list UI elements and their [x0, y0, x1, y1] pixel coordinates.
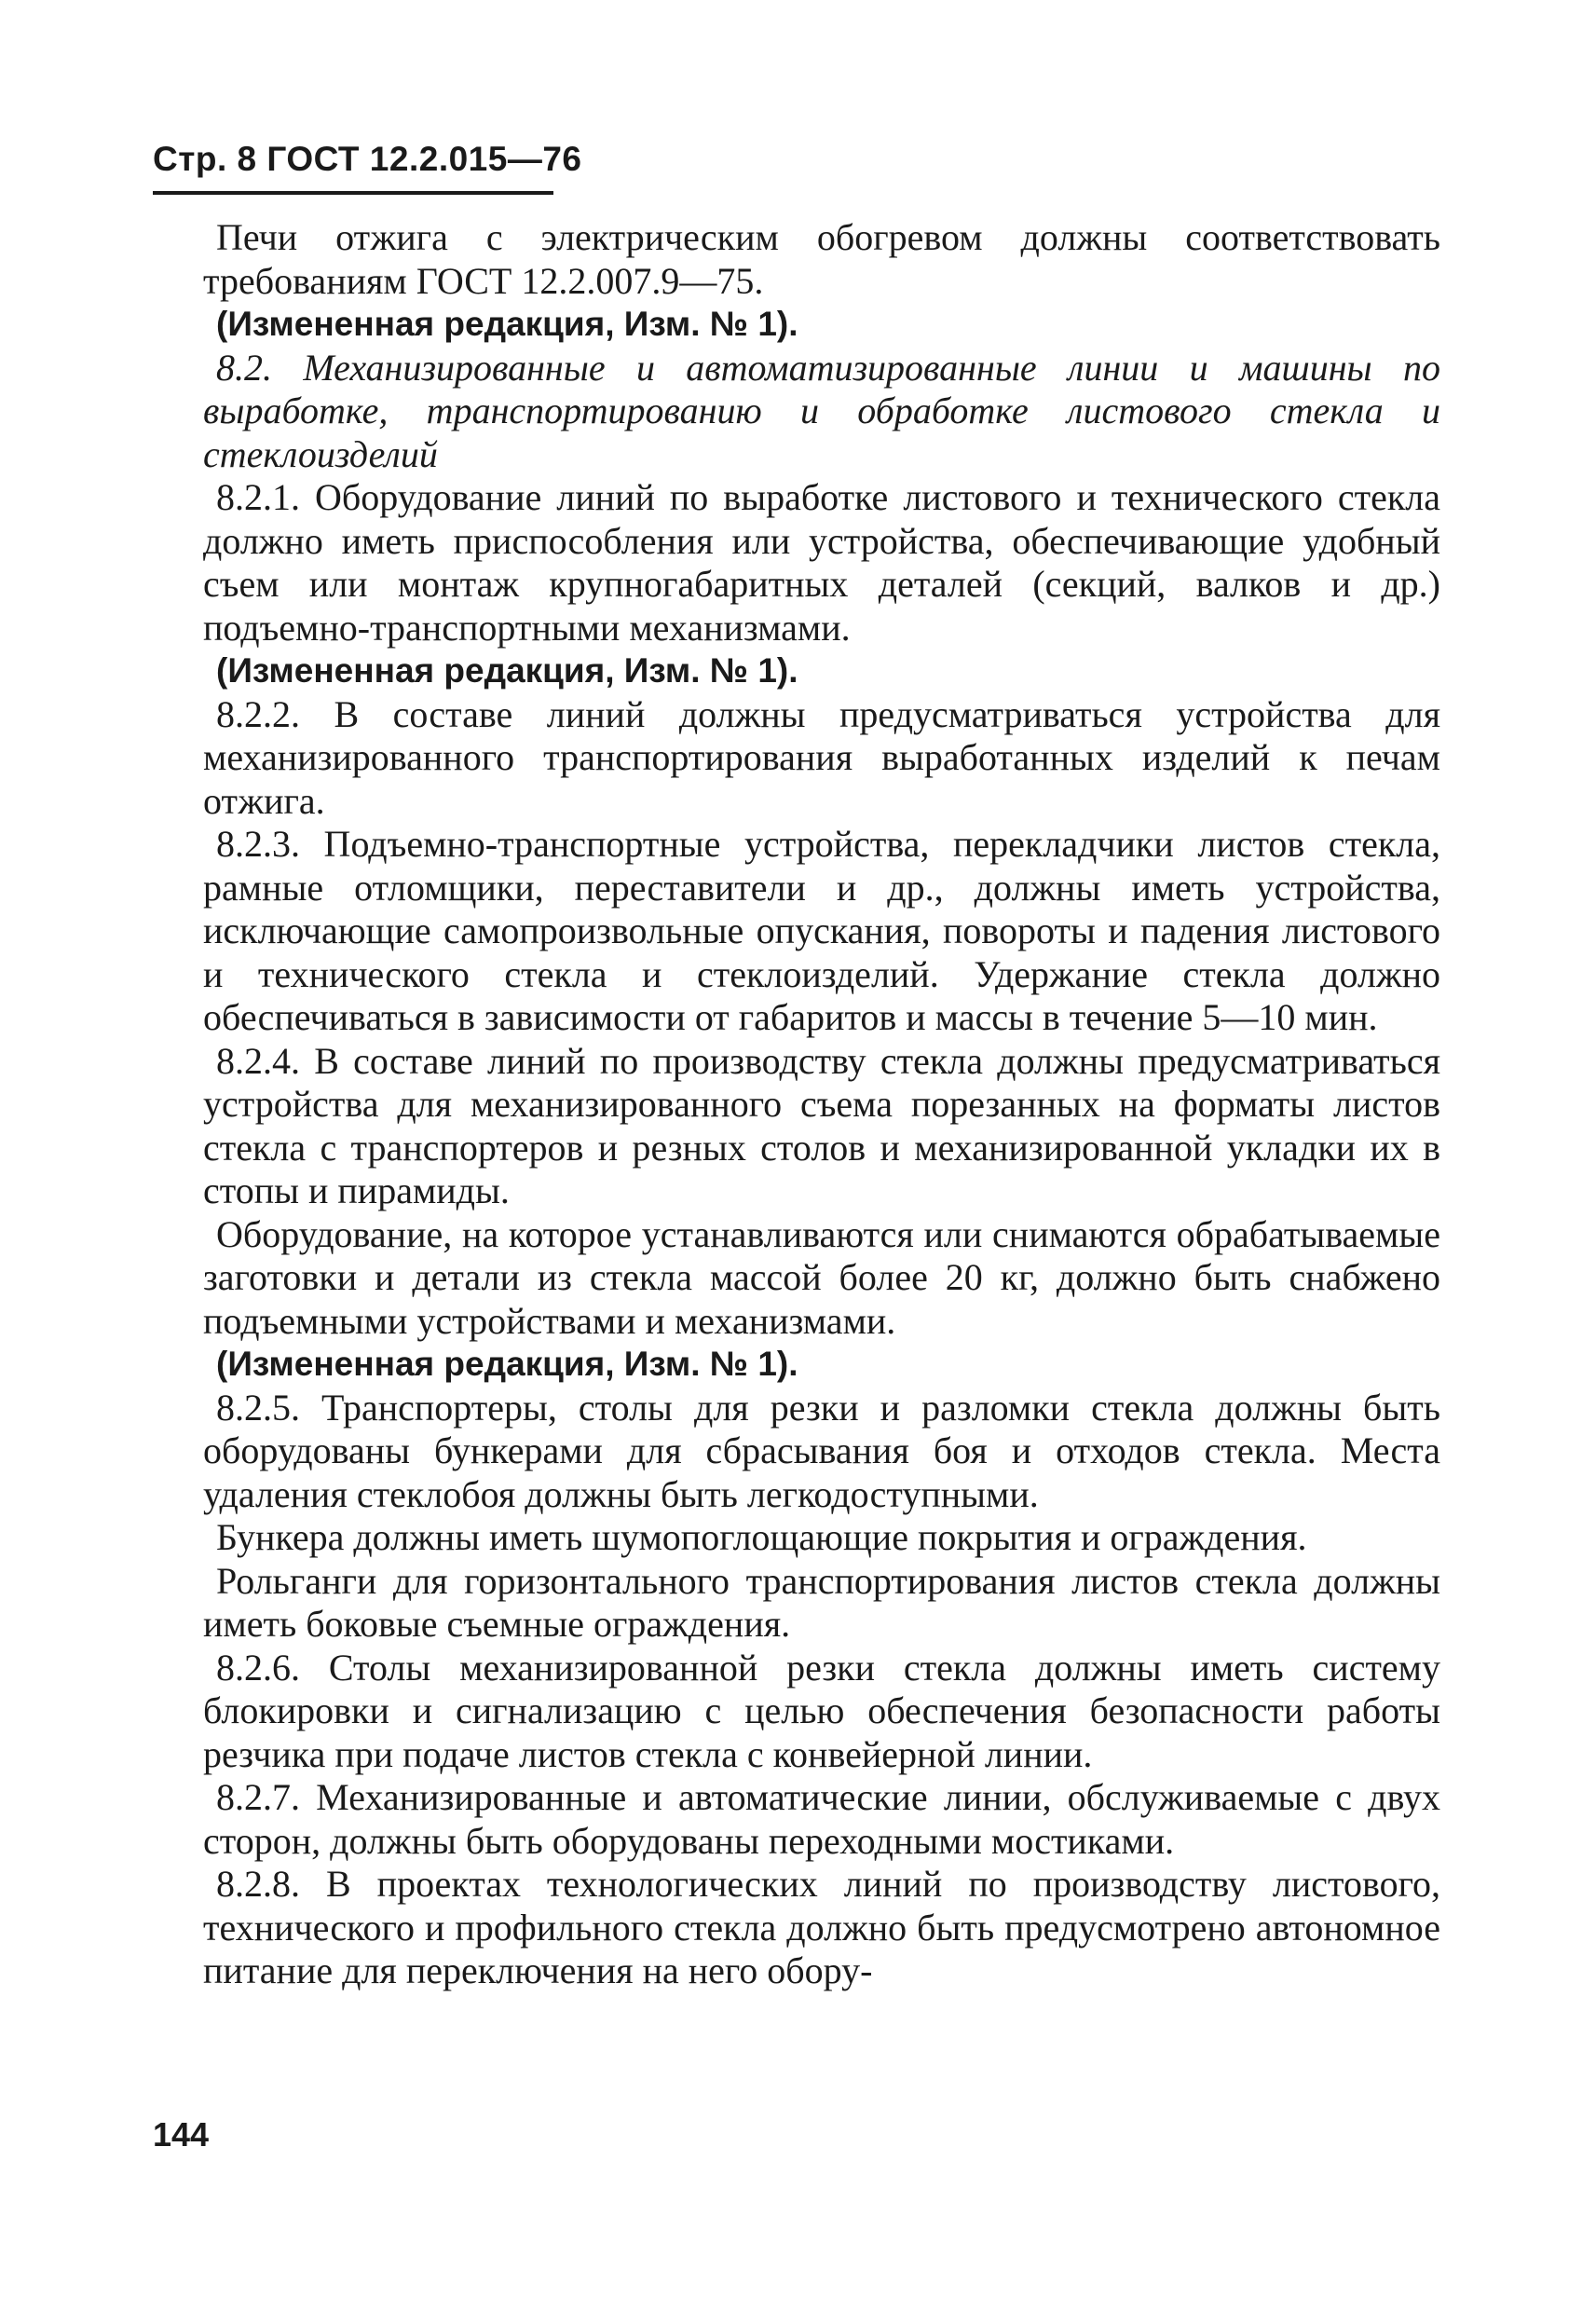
- amendment-note: (Измененная редакция, Изм. № 1).: [216, 305, 798, 343]
- amendment-note: (Измененная редакция, Изм. № 1).: [216, 1345, 798, 1383]
- body-text: [203, 216, 1440, 1993]
- clause-8-2-5-bunkers: Бункера должны иметь шумопоглощающие покрытия и ограждения.: [216, 1516, 1307, 1558]
- clause-8-2-4-equipment: Оборудование, на которое устанавливаются или снимаются обрабатываемые заготовки и детали из стекла массой более 20 кг, должно быть снабжено подъемными устройствами и механизмами.: [203, 1212, 1440, 1342]
- clause-8-2-5-roller-tables: Рольганги для горизонтального транспортирования листов стекла должны иметь боковые съемные ограждения.: [203, 1559, 1440, 1645]
- clause-8-2-6: 8.2.6. Столы механизированной резки стекла должны иметь систему блокировки и сигнализацию с целью обеспечения безопасности работы резчика при подаче листов стекла с конвейерной линии.: [203, 1646, 1440, 1775]
- clause-8-2-1: 8.2.1. Оборудование линий по выработке листового и технического стекла должно иметь приспособления или устройства, обеспечивающие удобный съем или монтаж крупногабаритных деталей (секций, валков и др.) подъемно-транспортными механизмами.: [203, 476, 1440, 649]
- amendment-note: (Измененная редакция, Изм. № 1).: [216, 651, 798, 690]
- clause-8-2-7: 8.2.7. Механизированные и автоматические линии, обслуживаемые с двух сторон, должны быть оборудованы переходными мостиками.: [203, 1776, 1440, 1862]
- page-header: Стр. 8 ГОСТ 12.2.015—76: [153, 140, 582, 178]
- clause-8-2-4: 8.2.4. В составе линий по производству стекла должны предусматриваться устройства для механизированного съема порезанных на форматы листов стекла с транспортеров и резных столов и механизированной укладки их в стопы и пирамиды.: [203, 1039, 1440, 1211]
- clause-8-2-2: 8.2.2. В составе линий должны предусматриваться устройства для механизированного транспортирования выработанных изделий к печам отжига.: [203, 692, 1440, 822]
- header-rule: [153, 191, 553, 195]
- clause-8-2-5: 8.2.5. Транспортеры, столы для резки и разломки стекла должны быть оборудованы бункерами для сбрасывания боя и отходов стекла. Места удаления стеклобоя должны быть легкодоступными.: [203, 1386, 1440, 1515]
- clause-8-2-3: 8.2.3. Подъемно-транспортные устройства, перекладчики листов стекла, рамные отломщики, переставители и др., должны иметь устройства, исключающие самопроизвольные опускания, повороты и падения листового и технического стекла и стеклоизделий. Удержание стекла должно обеспечиваться в зависимости от габаритов и массы в течение 5—10 мин.: [203, 823, 1440, 1038]
- page-number: 144: [153, 2115, 210, 2154]
- section-heading-8-2: 8.2. Механизированные и автоматизированные линии и машины по выработке, транспортированию и обработке листового стекла и стеклоизделий: [203, 346, 1440, 475]
- paragraph-intro: Печи отжига с электрическим обогревом должны соответствовать требованиям ГОСТ 12.2.007.9—75.: [203, 216, 1440, 302]
- clause-8-2-8: 8.2.8. В проектах технологических линий по производству листового, технического и профильного стекла должно быть предусмотрено автономное питание для переключения на него обору-: [203, 1863, 1440, 1991]
